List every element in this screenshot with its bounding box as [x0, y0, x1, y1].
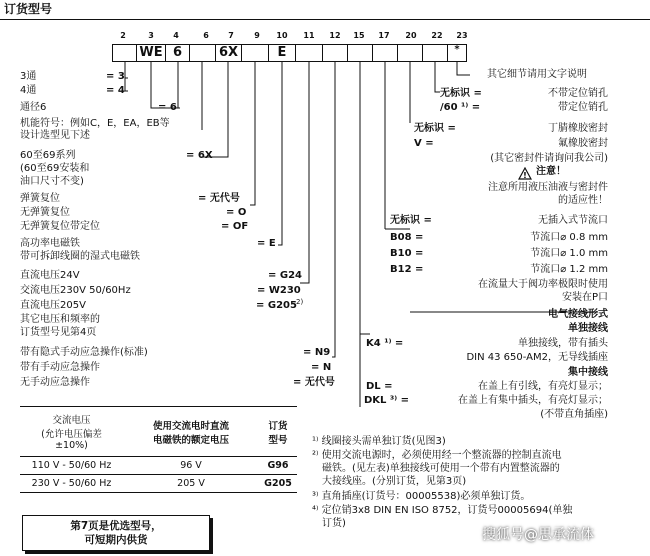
label-dkl-2: (不带直角插座) [540, 409, 608, 420]
header-text: ±10%) [55, 440, 88, 451]
header-order-code [259, 407, 297, 457]
code-seal-none: 无标识 = [414, 123, 456, 134]
code-series: = 6X [186, 150, 213, 161]
single-wiring-title: 单独接线 [568, 323, 608, 334]
label-k4-2: DIN 43 650-AM2，无导线插座 [466, 352, 608, 363]
code-dc205: = G205 [256, 300, 297, 311]
header-text: 交流电压 [52, 415, 91, 426]
pos-number: 17 [378, 31, 390, 40]
code-b08: B08 = [390, 232, 424, 243]
label-symbol: 机能符号：例如C，E，EA，EB等 [20, 118, 170, 129]
label-nospring-detent: 无弹簧复位带定位 [20, 221, 100, 232]
header-text: 型号 [268, 434, 288, 446]
footnote-2c: 大接线座。(分别订货，见第3页) [322, 476, 467, 487]
label-throttle-none: 无插入式节流口 [538, 215, 608, 226]
footnote-2: ²⁾ 使用交流电源时，必须使用经一个整流器的控制直流电 [312, 450, 562, 461]
header-text: 电磁铁的额定电压 [152, 434, 229, 446]
table-row [20, 457, 297, 475]
label-series-3: 油口尺寸不变) [20, 176, 84, 187]
code-pin-none: 无标识 = [440, 88, 482, 99]
code-k4: K4 ¹⁾ = [366, 338, 404, 349]
pos-number: 12 [329, 31, 341, 40]
label-manual: 带有手动应急操作 [20, 362, 100, 373]
cell-ac: 110 V - 50/60 Hz [20, 457, 123, 475]
code-manual: = N [311, 362, 332, 373]
svg-text:!: ! [523, 171, 527, 180]
preferred-text-1: 第7页是优选型号， [70, 520, 162, 532]
code-dc24: = G24 [268, 270, 302, 281]
label-b12: 节流口⌀ 1.2 mm [530, 264, 608, 275]
code-spring: = 无代号 [198, 193, 240, 204]
label-seal-v: 氟橡胶密封 [558, 138, 608, 149]
page-title: 订货型号 [4, 2, 53, 16]
cell-dc: 96 V [123, 457, 259, 475]
label-4-way: 4通 [20, 85, 37, 96]
code-ac230: = W230 [257, 285, 301, 296]
central-wiring-title: 集中接线 [568, 367, 608, 378]
label-magnet-2: 带可拆卸线圈的湿式电磁铁 [20, 251, 140, 262]
code-box-size: 6 [165, 44, 190, 62]
label-other-voltage-2: 订货型号见第4页 [20, 327, 97, 338]
label-dl: 在盖上有引线，有亮灯显示； [478, 381, 608, 392]
code-seal-v: V = [414, 138, 434, 149]
label-other-voltage: 其它电压和频率的 [20, 314, 100, 325]
code-box-series: 6X [215, 44, 242, 62]
label-magnet: 高功率电磁铁 [20, 238, 80, 249]
code-pin-60: /60 ¹⁾ = [440, 102, 481, 113]
pos-number: 3 [148, 31, 154, 40]
pos-number: 10 [276, 31, 288, 40]
label-size: 通径6 [20, 102, 47, 113]
header-ac-voltage [20, 407, 123, 457]
label-seal-other: (其它密封件请询问我公司) [490, 153, 608, 164]
footnote-3: ³⁾ 直角插座(订货号：00005538)必须单独订货。 [312, 491, 531, 502]
code-4-way: = 4 [106, 85, 125, 96]
preferred-text-2: 可短期内供货 [84, 534, 148, 546]
label-pin-none: 不带定位销孔 [548, 88, 608, 99]
cell-code: G205 [259, 475, 297, 493]
pos-number: 2 [120, 31, 126, 40]
warning-title: 注意！ [536, 166, 566, 177]
label-hidden-manual: 带有隐式手动应急操作(标准) [20, 347, 148, 358]
cell-ac: 230 V - 50/60 Hz [20, 475, 123, 493]
code-box-star: * [447, 44, 467, 62]
code-b10: B10 = [390, 248, 424, 259]
label-b10: 节流口⌀ 1.0 mm [530, 248, 608, 259]
label-3-way: 3通 [20, 71, 37, 82]
footnote-2b: 磁铁。(见左表)单独接线可使用一个带有内置整流器的 [322, 463, 560, 474]
cell-dc: 205 V [123, 475, 259, 493]
code-dkl: DKL ³⁾ = [364, 395, 410, 406]
pos-number: 22 [431, 31, 443, 40]
pos-number: 9 [254, 31, 260, 40]
code-nomanual: = 无代号 [293, 377, 335, 388]
label-series: 60至69系列 [20, 150, 76, 161]
label-seal-none: 丁腈橡胶密封 [548, 123, 608, 134]
pos-number: 15 [353, 31, 365, 40]
label-k4: 单独接线，带有插头 [518, 338, 608, 349]
watermark: 搜狐号@思承流体 [482, 527, 594, 543]
label-spring: 弹簧复位 [20, 193, 60, 204]
warning-text-1: 注意所用液压油液与密封件 [488, 182, 608, 193]
code-size: = 6 [158, 102, 177, 113]
header-text: (允许电压偏差 [41, 429, 102, 440]
header-dc-voltage [123, 407, 259, 457]
code-3-way: = 3 [106, 71, 125, 82]
dc205-footnote: 2) [296, 298, 304, 306]
code-nospring: = O [226, 207, 247, 218]
code-b12: B12 = [390, 264, 424, 275]
code-box-type: WE [136, 44, 166, 62]
code-hidden-manual: = N9 [303, 347, 331, 358]
preferred-types-box [22, 515, 210, 551]
header-text: 使用交流电时直流 [152, 420, 229, 432]
pos-number: 20 [405, 31, 417, 40]
label-detail: 其它细节请用文字说明 [487, 69, 587, 80]
pos-number: 6 [203, 31, 209, 40]
label-pin-60: 带定位销孔 [558, 102, 608, 113]
label-nomanual: 无手动应急操作 [20, 377, 90, 388]
elec-title: 电气接线形式 [548, 309, 608, 320]
code-dl: DL = [366, 381, 393, 392]
code-nospring-detent: = OF [221, 221, 249, 232]
label-ac230: 交流电压230V 50/60Hz [20, 285, 131, 296]
label-dkl: 在盖上有集中插头，有亮灯显示； [458, 395, 608, 406]
cell-code: G96 [259, 457, 297, 475]
warning-text-2: 的适应性！ [558, 195, 608, 206]
code-box-magnet: E [268, 44, 296, 62]
throttle-note-2: 安装在P口 [561, 292, 608, 303]
voltage-table [20, 406, 297, 493]
label-dc24: 直流电压24V [20, 270, 80, 281]
label-b08: 节流口⌀ 0.8 mm [530, 232, 608, 243]
pos-number: 4 [173, 31, 179, 40]
pos-number: 7 [228, 31, 234, 40]
code-throttle-none: 无标识 = [390, 215, 432, 226]
footnote-4b: 订货) [322, 518, 346, 529]
footnote-1: ¹⁾ 线圈接头需单独订货(见图3) [312, 436, 446, 447]
label-dc205: 直流电压205V [20, 300, 86, 311]
pos-number: 11 [303, 31, 315, 40]
header-text: 订货 [268, 420, 288, 432]
label-symbol-2: 设计选型见下述 [20, 130, 90, 141]
label-nospring: 无弹簧复位 [20, 207, 70, 218]
code-magnet: = E [257, 238, 276, 249]
table-header [20, 407, 297, 457]
table-row [20, 475, 297, 493]
pos-number: 23 [456, 31, 468, 40]
footnote-4: ⁴⁾ 定位销3x8 DIN EN ISO 8752，订货号00005694(单独 [312, 505, 573, 516]
label-series-2: (60至69安装和 [20, 163, 90, 174]
throttle-note-1: 在流量大于阀功率极限时使用 [478, 279, 608, 290]
